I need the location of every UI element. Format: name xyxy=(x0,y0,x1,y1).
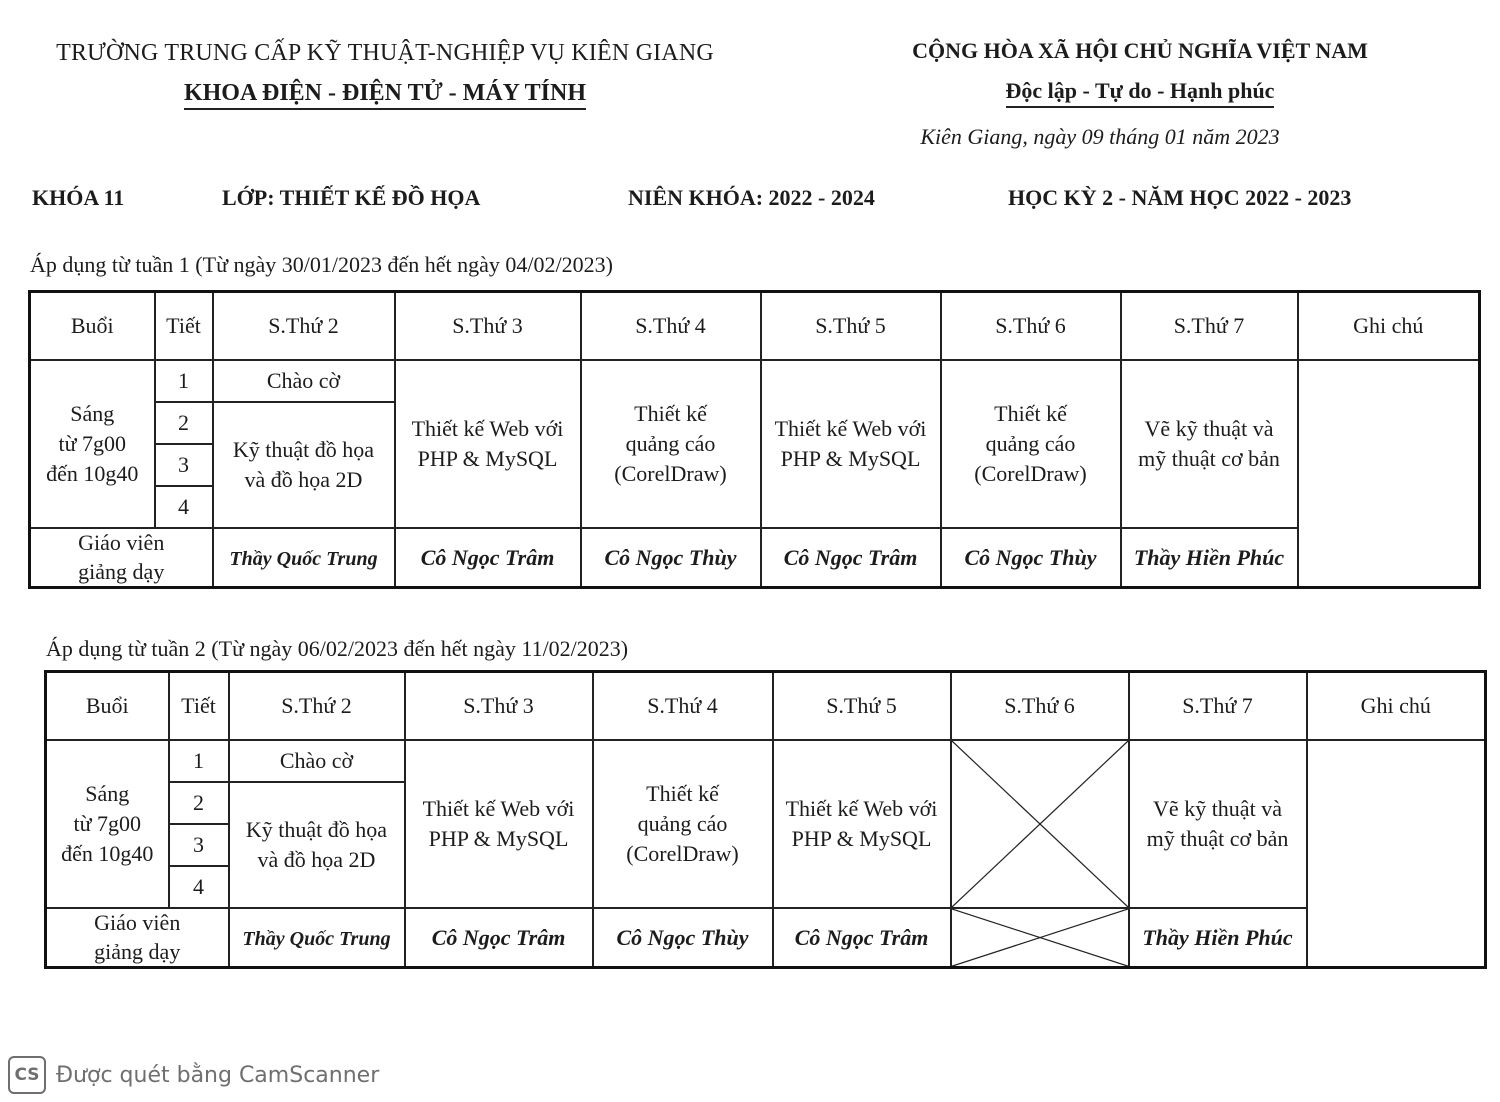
cross-mark-icon xyxy=(952,741,1128,907)
col-header: S.Thứ 6 xyxy=(941,292,1121,361)
no-class-cell xyxy=(951,740,1129,908)
motto-label: Độc lập - Tự do - Hạnh phúc xyxy=(1006,78,1275,108)
subject-cell: Thiết kế Web với PHP & MySQL xyxy=(405,740,593,908)
course-label: KHÓA 11 xyxy=(32,185,125,210)
department-label: KHOA ĐIỆN - ĐIỆN TỬ - MÁY TÍNH xyxy=(184,80,586,110)
teacher-name: Cô Ngọc Trâm xyxy=(794,924,929,950)
period-number: 1 xyxy=(169,740,229,782)
col-header: S.Thứ 6 xyxy=(951,672,1129,741)
col-header: Ghi chú xyxy=(1307,672,1486,741)
col-header: Ghi chú xyxy=(1298,292,1480,361)
col-header: Buổi xyxy=(30,292,155,361)
col-header: S.Thứ 4 xyxy=(581,292,761,361)
teacher-name: Cô Ngọc Trâm xyxy=(783,544,918,570)
teacher-label: Giáo viên giảng dạy xyxy=(30,528,213,588)
period-number: 4 xyxy=(169,866,229,908)
camscanner-logo-icon: CS xyxy=(8,1056,46,1094)
subject-cell: Vẽ kỹ thuật và mỹ thuật cơ bản xyxy=(1129,740,1307,908)
session-cell: Sáng từ 7g00 đến 10g40 xyxy=(30,360,155,528)
school-years-label: NIÊN KHÓA: 2022 - 2024 xyxy=(628,185,875,210)
teacher-name: Thầy Quốc Trung xyxy=(229,547,378,570)
col-header: S.Thứ 3 xyxy=(405,672,593,741)
subject-cell: Thiết kế Web với PHP & MySQL xyxy=(395,360,581,528)
period-number: 1 xyxy=(155,360,213,402)
col-header: Tiết xyxy=(155,292,213,361)
subject-cell: Thiết kế Web với PHP & MySQL xyxy=(761,360,941,528)
school-name: TRƯỜNG TRUNG CẤP KỸ THUẬT-NGHIỆP VỤ KIÊN GIANG xyxy=(56,40,714,66)
subject-cell: Thiết kế quảng cáo (CorelDraw) xyxy=(941,360,1121,528)
period-number: 3 xyxy=(169,824,229,866)
semester-label: HỌC KỲ 2 - NĂM HỌC 2022 - 2023 xyxy=(1008,185,1352,210)
subject-cell: Thiết kế quảng cáo (CorelDraw) xyxy=(581,360,761,528)
date-line: Kiên Giang, ngày 09 tháng 01 năm 2023 xyxy=(920,124,1280,149)
session-cell: Sáng từ 7g00 đến 10g40 xyxy=(46,740,169,908)
country-name: CỘNG HÒA XÃ HỘI CHỦ NGHĨA VIỆT NAM xyxy=(912,38,1368,63)
subject-cell: Kỹ thuật đồ họa và đồ họa 2D xyxy=(213,402,395,528)
week1-applies: Áp dụng từ tuần 1 (Từ ngày 30/01/2023 đến hết ngày 04/02/2023) xyxy=(30,252,613,277)
camscanner-watermark xyxy=(8,1056,379,1094)
teacher-row xyxy=(30,528,1480,588)
period-number: 3 xyxy=(155,444,213,486)
col-header: S.Thứ 4 xyxy=(593,672,773,741)
col-header: Buổi xyxy=(46,672,169,741)
class-label: LỚP: THIẾT KẾ ĐỒ HỌA xyxy=(222,185,481,210)
no-class-cell xyxy=(951,908,1129,968)
col-header: S.Thứ 7 xyxy=(1129,672,1307,741)
subject-cell: Vẽ kỹ thuật và mỹ thuật cơ bản xyxy=(1121,360,1298,528)
col-header: S.Thứ 7 xyxy=(1121,292,1298,361)
subject-cell: Chào cờ xyxy=(229,740,405,782)
period-row xyxy=(30,360,1480,402)
teacher-name: Cô Ngọc Thùy xyxy=(964,544,1097,570)
header-row xyxy=(30,292,1480,361)
col-header: S.Thứ 5 xyxy=(761,292,941,361)
week2-applies: Áp dụng từ tuần 2 (Từ ngày 06/02/2023 đến hết ngày 11/02/2023) xyxy=(46,636,629,661)
teacher-name: Thầy Hiền Phúc xyxy=(1133,544,1285,570)
note-cell xyxy=(1298,360,1480,588)
col-header: S.Thứ 3 xyxy=(395,292,581,361)
week1-timetable xyxy=(28,290,1481,589)
col-header: Tiết xyxy=(169,672,229,741)
col-header: S.Thứ 2 xyxy=(213,292,395,361)
teacher-name: Cô Ngọc Thùy xyxy=(604,544,737,570)
teacher-name: Thầy Quốc Trung xyxy=(242,927,391,950)
teacher-row xyxy=(46,908,1486,968)
subject-cell: Chào cờ xyxy=(213,360,395,402)
period-number: 2 xyxy=(155,402,213,444)
teacher-name: Cô Ngọc Trâm xyxy=(420,544,555,570)
period-row xyxy=(46,740,1486,782)
teacher-name: Thầy Hiền Phúc xyxy=(1142,924,1293,950)
teacher-label: Giáo viên giảng dạy xyxy=(46,908,229,968)
period-number: 4 xyxy=(155,486,213,528)
teacher-name: Cô Ngọc Trâm xyxy=(431,924,566,950)
week2-timetable xyxy=(44,670,1487,969)
teacher-name: Cô Ngọc Thùy xyxy=(616,924,749,950)
header-row xyxy=(46,672,1486,741)
subject-cell: Kỹ thuật đồ họa và đồ họa 2D xyxy=(229,782,405,908)
department-name xyxy=(0,80,770,107)
col-header: S.Thứ 5 xyxy=(773,672,951,741)
period-number: 2 xyxy=(169,782,229,824)
national-motto xyxy=(790,78,1490,104)
note-cell xyxy=(1307,740,1486,968)
cross-mark-icon xyxy=(952,909,1128,966)
col-header: S.Thứ 2 xyxy=(229,672,405,741)
subject-cell: Thiết kế quảng cáo (CorelDraw) xyxy=(593,740,773,908)
subject-cell: Thiết kế Web với PHP & MySQL xyxy=(773,740,951,908)
camscanner-text: Được quét bằng CamScanner xyxy=(56,1062,380,1088)
